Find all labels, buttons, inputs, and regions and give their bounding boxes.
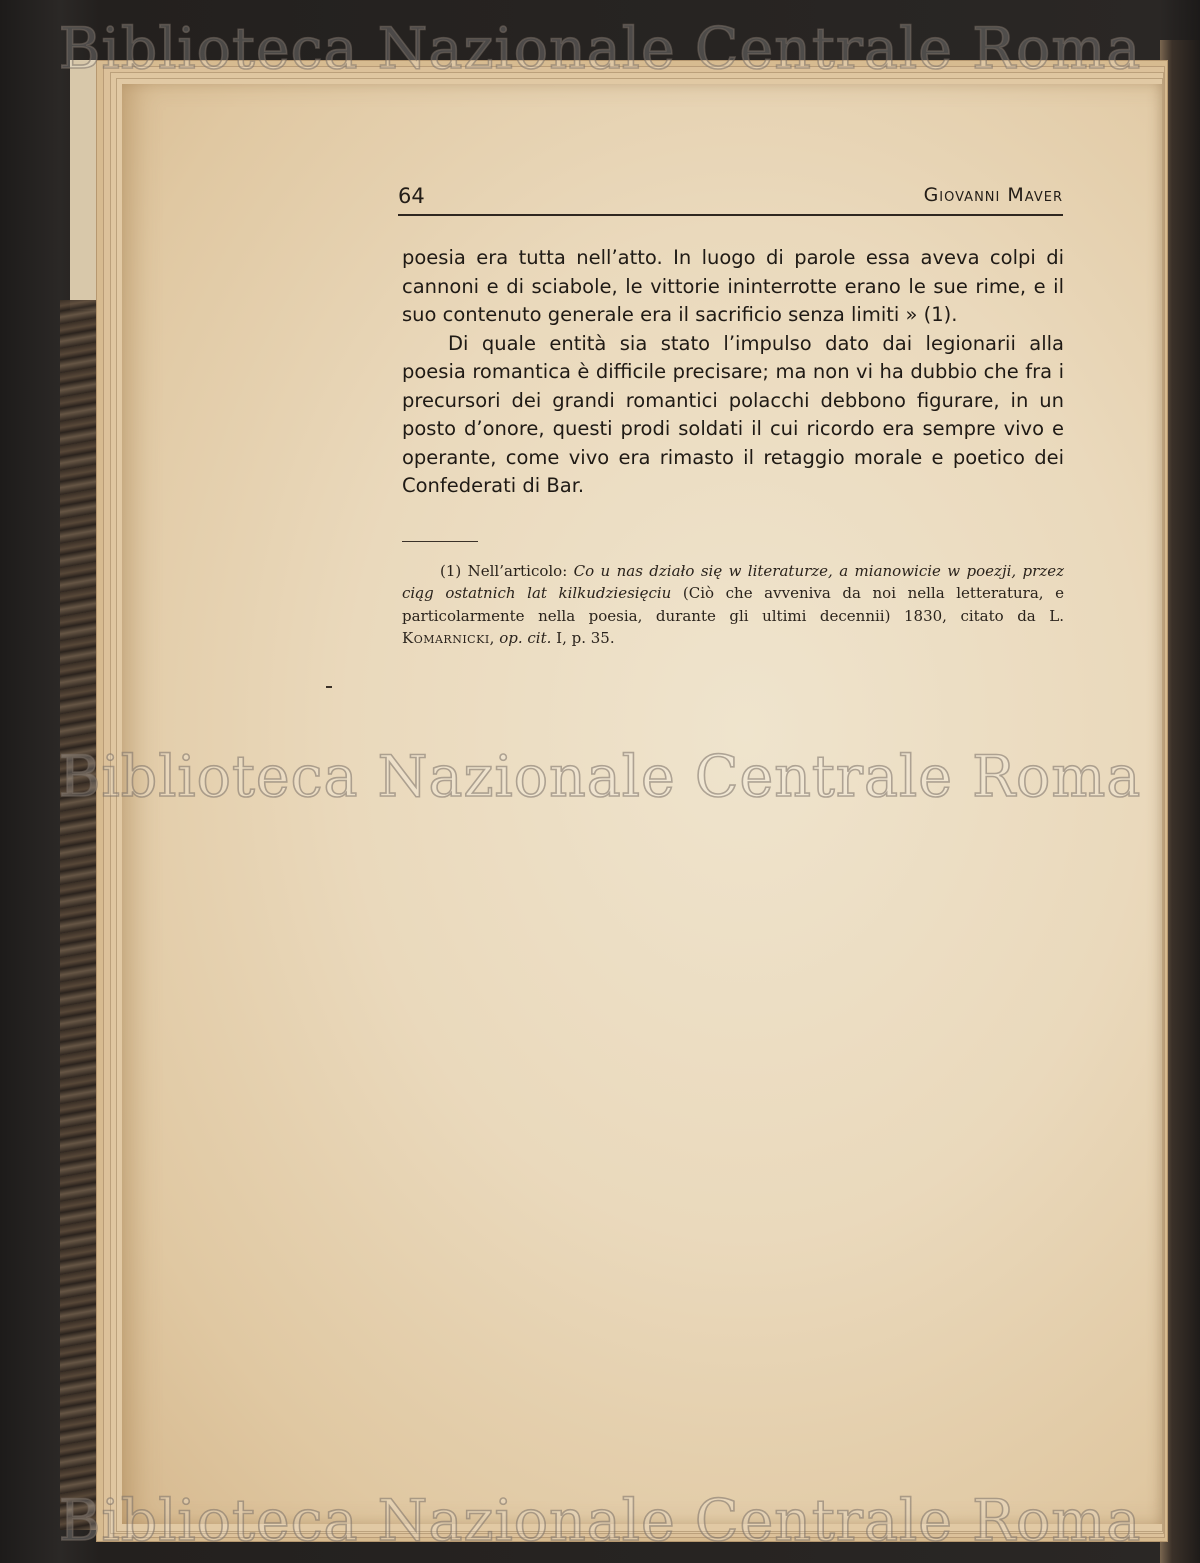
footnote-reference: I, p. 35. (551, 628, 615, 647)
footnote (402, 560, 1064, 649)
footnote-title: Co u nas działo się w literaturze, a mianowicie w poezji, przez ciąg ostatnich lat kilkudziesięciu (402, 562, 1065, 603)
running-title: Giovanni Maver (923, 184, 1063, 206)
footnote-separator: , (489, 628, 500, 647)
paragraph: poesia era tutta nell’atto. In luogo di parole essa aveva colpi di cannoni e di sciabole, le vittorie ininterrotte erano le sue rime, e il suo contenuto generale era il sacrificio senza limiti » (1). (402, 246, 1064, 326)
footnote-author: Komarnicki (402, 628, 490, 647)
footnote-rule (402, 541, 478, 542)
footnote-op-cit: op. cit. (499, 628, 552, 647)
body-text (402, 244, 1064, 501)
header-rule (398, 214, 1063, 216)
running-header (398, 184, 1063, 224)
ink-speck (326, 686, 332, 688)
paragraph: Di quale entità sia stato l’impulso dato dai legionarii alla poesia romantica è difficile precisare; ma non vi ha dubbio che fra i precursori dei grandi romantici polacchi debbono figurare, in un posto d’onore, questi prodi soldati il cui ricordo era sempre vivo e operante, come vivo era rimasto il retaggio morale e poetico dei Confederati di Bar. (402, 331, 1064, 497)
footnote-marker: (1) Nell’articolo: (440, 562, 574, 580)
page-number: 64 (398, 184, 425, 208)
footnote-translation: (Ciò che avveniva da noi nella letteratura, e particolarmente nella poesia, durante gli ultimi decennii) 1830, citato da L. (402, 584, 1064, 625)
